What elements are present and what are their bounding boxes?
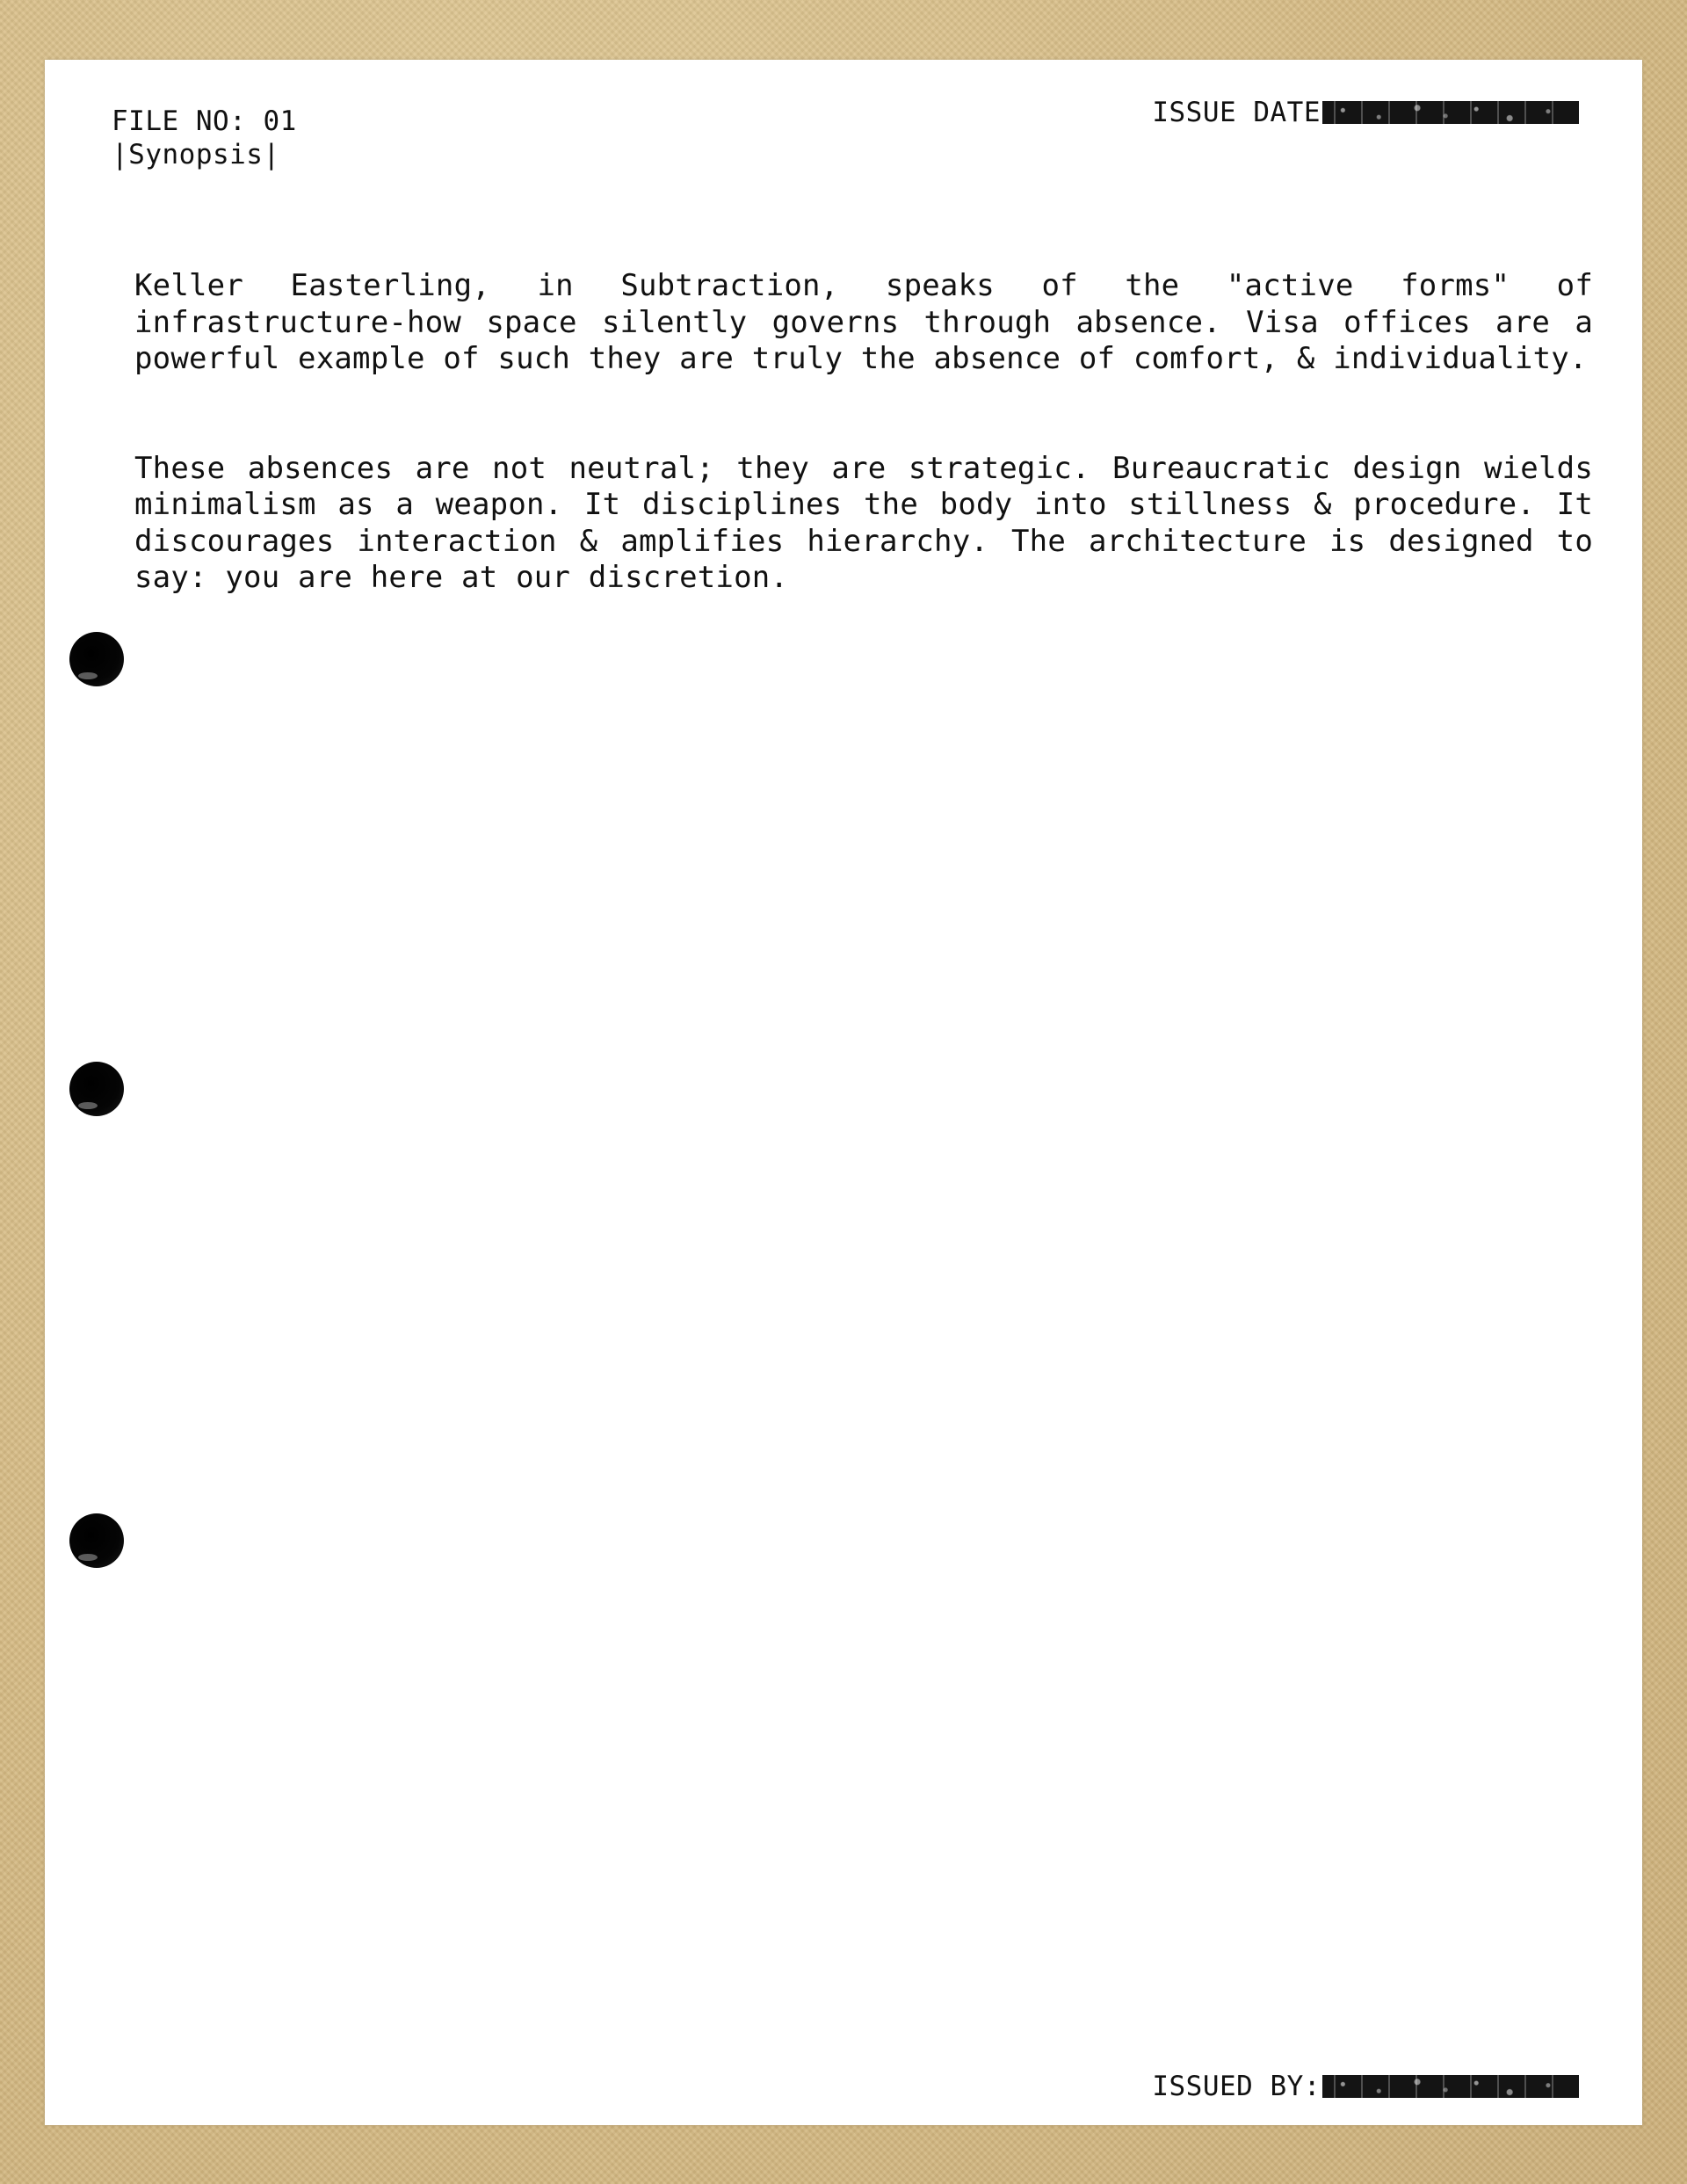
synopsis-body — [134, 195, 1611, 670]
issued-by-label: ISSUED BY: — [1152, 2071, 1321, 2102]
section-label: |Synopsis| — [112, 139, 280, 171]
punch-hole-icon — [69, 632, 124, 686]
punch-hole-icon — [69, 1062, 124, 1116]
punch-hole-icon — [69, 1513, 124, 1568]
issue-date-label: ISSUE DATE — [1152, 97, 1321, 128]
synopsis-paragraph-1: Keller Easterling, in Subtraction, speaks of the "active forms" of infrastructure-how space silently governs through absence. Visa offices are a powerful example of such they are truly the absence of comfort, & individuality. — [134, 268, 1611, 376]
file-number: FILE NO: 01 — [112, 105, 297, 137]
issue-date-redaction — [1322, 101, 1579, 124]
issued-by — [1152, 2069, 1579, 2104]
synopsis-paragraph-2: These absences are not neutral; they are strategic. Bureaucratic design wields minimalism as a weapon. It disciplines the body into stillness & procedure. It discourages interaction & amplifies hierarchy. The architecture is designed to say: you are here at our discretion. — [134, 450, 1611, 595]
issued-by-redaction — [1322, 2075, 1579, 2098]
issue-date — [1152, 95, 1579, 130]
document-sheet — [45, 60, 1642, 2125]
